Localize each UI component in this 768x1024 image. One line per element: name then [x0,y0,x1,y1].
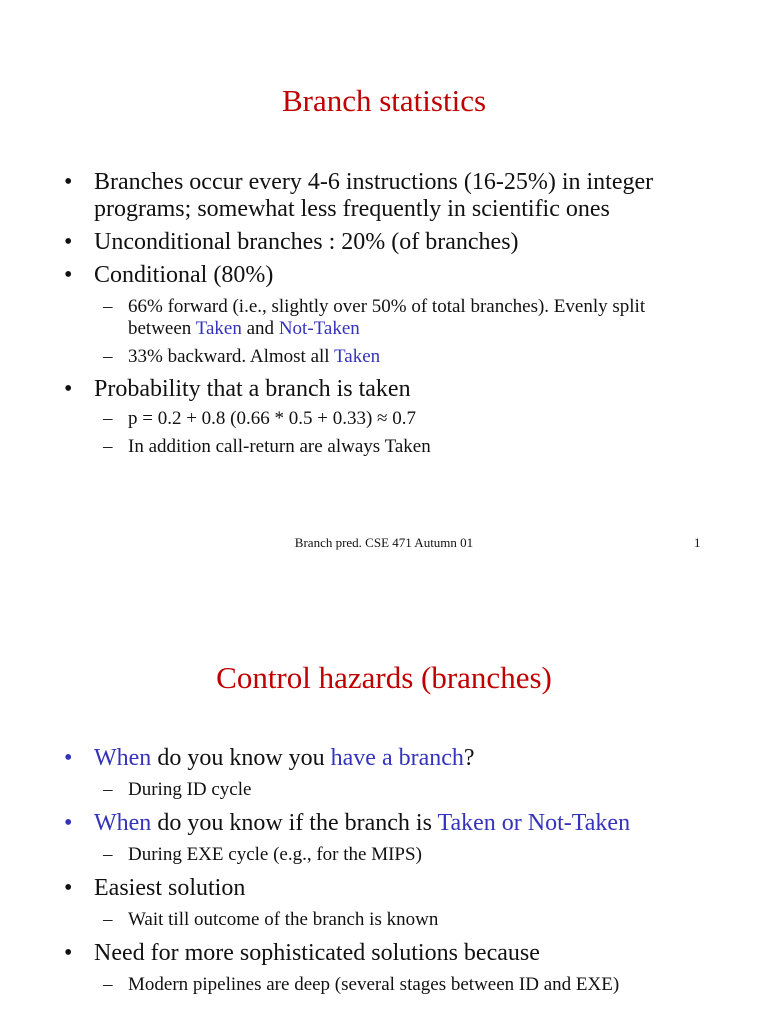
bullet-icon: • [64,940,73,966]
dash-icon: – [103,436,113,457]
bullet-text: Easiest solution [94,875,246,901]
slide-title: Branch statistics [281,83,487,118]
bullet-text: Need for more sophisticated solutions because [94,940,540,966]
footer-text: Branch pred. CSE 471 Autumn 01 [294,535,474,550]
sub-bullet-item [0,408,768,430]
bullet-text: Conditional (80%) [94,262,274,288]
bullet-text: ? [463,745,475,771]
bullet-text: do you know if the branch is [151,810,438,836]
sub-bullet-item [0,296,768,340]
sub-bullet-text: and [241,318,279,339]
sub-bullet-item [0,436,768,458]
bullet-item [0,940,768,967]
dash-icon: – [103,296,113,317]
sub-bullet-text: Modern pipelines are deep (several stages between ID and EXE) [128,974,620,995]
dash-icon: – [103,346,113,367]
bullet-icon: • [64,376,73,402]
bullet-icon: • [64,229,73,255]
highlight-text: Taken [195,318,242,339]
sub-bullet-item [0,909,768,931]
bullet-icon: • [64,169,73,195]
sub-bullet-text: 33% backward. Almost all [128,346,334,367]
sub-bullet-item [0,844,768,866]
slide-title: Control hazards (branches) [216,660,552,695]
bullet-item [0,875,768,902]
highlight-text: Taken or Not-Taken [437,810,631,836]
sub-bullet-text: During EXE cycle (e.g., for the MIPS) [128,844,422,865]
sub-bullet-text: p = 0.2 + 0.8 (0.66 * 0.5 + 0.33) ≈ 0.7 [128,408,416,429]
slide-control-hazards [0,620,768,1024]
bullet-item [0,376,768,403]
bullet-text: Branches occur every 4-6 instructions (16-25%) in integer programs; somewhat less frequently in scientific ones [94,169,654,222]
highlight-text: Taken [333,346,381,367]
bullet-icon: • [64,745,73,771]
highlight-text: When [94,810,152,836]
dash-icon: – [103,909,113,930]
dash-icon: – [103,779,113,800]
bullet-icon: • [64,810,73,836]
bullet-icon: • [64,262,73,288]
bullet-text: do you know you [151,745,331,771]
sub-bullet-text: In addition call-return are always Taken [128,436,431,457]
bullet-text: Probability that a branch is taken [94,376,411,402]
sub-bullet-item [0,974,768,996]
bullet-item [0,810,768,837]
dash-icon: – [103,408,113,429]
bullet-icon: • [64,875,73,901]
dash-icon: – [103,844,113,865]
page-number: 1 [694,535,701,550]
sub-bullet-text: Wait till outcome of the branch is known [128,909,439,930]
sub-bullet-item [0,346,768,368]
bullet-item [0,169,768,223]
dash-icon: – [103,974,113,995]
bullet-item [0,262,768,289]
sub-bullet-text: During ID cycle [128,779,252,800]
bullet-item [0,229,768,256]
bullet-list [0,745,768,996]
highlight-text: have a branch [330,745,464,771]
highlight-text: Not-Taken [278,318,360,339]
bullet-item [0,745,768,772]
bullet-list [0,169,768,458]
bullet-text: Unconditional branches : 20% (of branches) [94,229,519,255]
sub-bullet-text: 66% forward (i.e., slightly over 50% of total branches). Evenly split between [128,296,646,339]
highlight-text: When [94,745,152,771]
sub-bullet-item [0,779,768,801]
